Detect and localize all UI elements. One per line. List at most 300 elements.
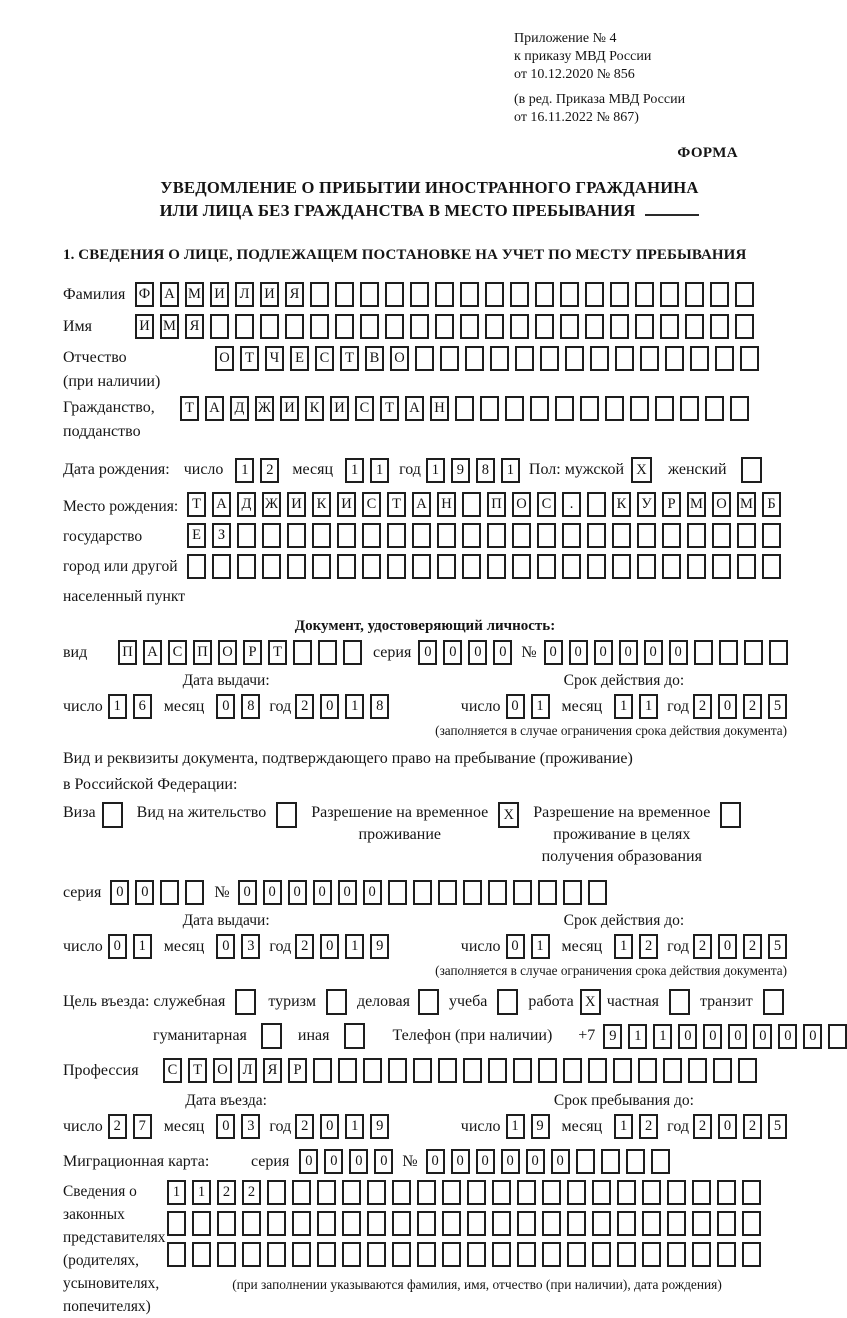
char-cell[interactable] [576, 1149, 595, 1174]
char-cell[interactable]: Т [268, 640, 287, 665]
char-cell[interactable] [435, 282, 454, 307]
char-cell[interactable]: А [405, 396, 424, 421]
char-cell[interactable]: М [687, 492, 706, 517]
char-cell[interactable] [712, 523, 731, 548]
char-cell[interactable]: 0 [619, 640, 638, 665]
char-cell[interactable] [562, 554, 581, 579]
char-cell[interactable] [742, 1180, 761, 1205]
char-cell[interactable] [490, 346, 509, 371]
char-cell[interactable] [713, 1058, 732, 1083]
char-cell[interactable] [167, 1242, 186, 1267]
char-cell[interactable]: 1 [531, 934, 550, 959]
char-cell[interactable] [513, 880, 532, 905]
char-cell[interactable] [437, 523, 456, 548]
char-cell[interactable] [438, 1058, 457, 1083]
char-cell[interactable] [769, 640, 788, 665]
char-cell[interactable]: 0 [313, 880, 332, 905]
char-cell[interactable]: Д [230, 396, 249, 421]
char-cell[interactable] [442, 1242, 461, 1267]
char-cell[interactable] [510, 282, 529, 307]
char-cell[interactable]: 3 [241, 1114, 260, 1139]
char-cell[interactable] [192, 1242, 211, 1267]
char-cell[interactable]: Р [243, 640, 262, 665]
char-cell[interactable]: 1 [614, 934, 633, 959]
char-cell[interactable]: 1 [235, 458, 254, 483]
char-cell[interactable] [417, 1180, 436, 1205]
char-cell[interactable]: С [163, 1058, 182, 1083]
char-cell[interactable]: К [305, 396, 324, 421]
char-cell[interactable] [537, 554, 556, 579]
char-cell[interactable] [343, 640, 362, 665]
char-cell[interactable]: 0 [338, 880, 357, 905]
char-cell[interactable] [651, 1149, 670, 1174]
char-cell[interactable]: 1 [108, 694, 127, 719]
char-cell[interactable]: 2 [295, 1114, 314, 1139]
char-cell[interactable] [630, 396, 649, 421]
char-cell[interactable]: 9 [603, 1024, 622, 1049]
male-checkbox[interactable]: X [631, 457, 652, 483]
char-cell[interactable] [610, 314, 629, 339]
char-cell[interactable]: 1 [345, 458, 364, 483]
char-cell[interactable] [567, 1242, 586, 1267]
char-cell[interactable] [337, 523, 356, 548]
char-cell[interactable]: 2 [693, 934, 712, 959]
char-cell[interactable]: 0 [299, 1149, 318, 1174]
char-cell[interactable] [540, 346, 559, 371]
char-cell[interactable]: 1 [192, 1180, 211, 1205]
char-cell[interactable] [542, 1211, 561, 1236]
char-cell[interactable]: И [287, 492, 306, 517]
char-cell[interactable]: 2 [743, 934, 762, 959]
char-cell[interactable]: Я [285, 282, 304, 307]
char-cell[interactable]: Б [762, 492, 781, 517]
char-cell[interactable]: 3 [241, 934, 260, 959]
char-cell[interactable] [313, 1058, 332, 1083]
char-cell[interactable]: Е [187, 523, 206, 548]
char-cell[interactable] [335, 282, 354, 307]
char-cell[interactable]: 9 [451, 458, 470, 483]
char-cell[interactable] [719, 640, 738, 665]
char-cell[interactable]: 0 [669, 640, 688, 665]
char-cell[interactable] [537, 523, 556, 548]
char-cell[interactable] [687, 523, 706, 548]
char-cell[interactable] [512, 554, 531, 579]
char-cell[interactable] [737, 523, 756, 548]
char-cell[interactable] [413, 1058, 432, 1083]
char-cell[interactable]: 0 [551, 1149, 570, 1174]
char-cell[interactable] [744, 640, 763, 665]
char-cell[interactable] [555, 396, 574, 421]
char-cell[interactable] [463, 1058, 482, 1083]
char-cell[interactable]: 2 [693, 694, 712, 719]
char-cell[interactable]: 1 [370, 458, 389, 483]
char-cell[interactable]: 2 [295, 694, 314, 719]
purpose-other-checkbox[interactable] [344, 1023, 365, 1049]
temp-residence-checkbox[interactable]: X [498, 802, 519, 828]
char-cell[interactable]: 1 [345, 694, 364, 719]
char-cell[interactable]: 2 [743, 1114, 762, 1139]
purpose-official-checkbox[interactable] [235, 989, 256, 1015]
char-cell[interactable] [530, 396, 549, 421]
char-cell[interactable]: 0 [363, 880, 382, 905]
char-cell[interactable] [360, 282, 379, 307]
char-cell[interactable] [637, 554, 656, 579]
char-cell[interactable] [455, 396, 474, 421]
char-cell[interactable] [388, 1058, 407, 1083]
char-cell[interactable] [262, 523, 281, 548]
char-cell[interactable] [587, 492, 606, 517]
char-cell[interactable] [662, 554, 681, 579]
char-cell[interactable] [242, 1242, 261, 1267]
char-cell[interactable]: 0 [493, 640, 512, 665]
char-cell[interactable]: О [512, 492, 531, 517]
char-cell[interactable] [442, 1211, 461, 1236]
char-cell[interactable] [562, 523, 581, 548]
char-cell[interactable]: М [737, 492, 756, 517]
char-cell[interactable] [462, 554, 481, 579]
char-cell[interactable]: 2 [260, 458, 279, 483]
char-cell[interactable]: 0 [644, 640, 663, 665]
char-cell[interactable]: Т [387, 492, 406, 517]
char-cell[interactable]: 9 [370, 1114, 389, 1139]
char-cell[interactable] [667, 1180, 686, 1205]
char-cell[interactable]: 6 [133, 694, 152, 719]
char-cell[interactable]: 0 [468, 640, 487, 665]
char-cell[interactable]: П [193, 640, 212, 665]
char-cell[interactable] [237, 554, 256, 579]
char-cell[interactable]: 0 [216, 1114, 235, 1139]
char-cell[interactable]: П [487, 492, 506, 517]
char-cell[interactable]: У [637, 492, 656, 517]
char-cell[interactable]: 1 [614, 1114, 633, 1139]
char-cell[interactable] [642, 1211, 661, 1236]
char-cell[interactable] [742, 1211, 761, 1236]
char-cell[interactable]: 2 [639, 1114, 658, 1139]
char-cell[interactable] [612, 523, 631, 548]
char-cell[interactable] [828, 1024, 847, 1049]
char-cell[interactable] [680, 396, 699, 421]
char-cell[interactable]: 0 [476, 1149, 495, 1174]
char-cell[interactable]: 0 [753, 1024, 772, 1049]
char-cell[interactable]: 1 [531, 694, 550, 719]
char-cell[interactable] [660, 282, 679, 307]
char-cell[interactable] [585, 282, 604, 307]
char-cell[interactable] [712, 554, 731, 579]
char-cell[interactable] [392, 1242, 411, 1267]
char-cell[interactable]: Я [185, 314, 204, 339]
char-cell[interactable] [730, 396, 749, 421]
char-cell[interactable] [710, 282, 729, 307]
char-cell[interactable] [385, 282, 404, 307]
char-cell[interactable] [762, 554, 781, 579]
char-cell[interactable]: . [562, 492, 581, 517]
char-cell[interactable] [387, 554, 406, 579]
char-cell[interactable]: О [712, 492, 731, 517]
char-cell[interactable] [212, 554, 231, 579]
char-cell[interactable] [592, 1242, 611, 1267]
char-cell[interactable] [687, 554, 706, 579]
char-cell[interactable] [667, 1242, 686, 1267]
char-cell[interactable] [513, 1058, 532, 1083]
char-cell[interactable] [412, 523, 431, 548]
char-cell[interactable] [587, 523, 606, 548]
char-cell[interactable]: М [160, 314, 179, 339]
char-cell[interactable] [517, 1180, 536, 1205]
char-cell[interactable] [567, 1211, 586, 1236]
char-cell[interactable] [385, 314, 404, 339]
char-cell[interactable] [488, 1058, 507, 1083]
char-cell[interactable] [460, 282, 479, 307]
purpose-private-checkbox[interactable] [669, 989, 690, 1015]
char-cell[interactable]: Т [187, 492, 206, 517]
char-cell[interactable] [517, 1242, 536, 1267]
char-cell[interactable] [638, 1058, 657, 1083]
char-cell[interactable]: Р [662, 492, 681, 517]
purpose-humanitarian-checkbox[interactable] [261, 1023, 282, 1049]
char-cell[interactable]: 0 [526, 1149, 545, 1174]
char-cell[interactable] [467, 1211, 486, 1236]
char-cell[interactable]: Л [235, 282, 254, 307]
char-cell[interactable] [310, 282, 329, 307]
char-cell[interactable] [312, 554, 331, 579]
char-cell[interactable] [635, 314, 654, 339]
char-cell[interactable]: А [143, 640, 162, 665]
char-cell[interactable]: 0 [349, 1149, 368, 1174]
char-cell[interactable]: 1 [506, 1114, 525, 1139]
char-cell[interactable]: 7 [133, 1114, 152, 1139]
char-cell[interactable]: О [215, 346, 234, 371]
char-cell[interactable] [462, 492, 481, 517]
char-cell[interactable] [735, 282, 754, 307]
char-cell[interactable] [512, 523, 531, 548]
char-cell[interactable] [367, 1180, 386, 1205]
char-cell[interactable]: К [612, 492, 631, 517]
char-cell[interactable]: С [362, 492, 381, 517]
char-cell[interactable] [592, 1211, 611, 1236]
char-cell[interactable]: З [212, 523, 231, 548]
char-cell[interactable] [615, 346, 634, 371]
char-cell[interactable] [392, 1180, 411, 1205]
char-cell[interactable] [660, 314, 679, 339]
purpose-business-checkbox[interactable] [418, 989, 439, 1015]
char-cell[interactable] [293, 640, 312, 665]
char-cell[interactable] [412, 554, 431, 579]
char-cell[interactable]: 0 [718, 694, 737, 719]
char-cell[interactable]: А [412, 492, 431, 517]
char-cell[interactable]: 0 [451, 1149, 470, 1174]
char-cell[interactable] [663, 1058, 682, 1083]
char-cell[interactable] [612, 554, 631, 579]
char-cell[interactable]: С [355, 396, 374, 421]
char-cell[interactable] [492, 1180, 511, 1205]
char-cell[interactable] [762, 523, 781, 548]
char-cell[interactable] [567, 1180, 586, 1205]
char-cell[interactable]: А [212, 492, 231, 517]
char-cell[interactable]: Ч [265, 346, 284, 371]
char-cell[interactable] [292, 1211, 311, 1236]
char-cell[interactable] [717, 1211, 736, 1236]
char-cell[interactable] [467, 1242, 486, 1267]
char-cell[interactable]: 8 [370, 694, 389, 719]
char-cell[interactable] [588, 1058, 607, 1083]
char-cell[interactable] [738, 1058, 757, 1083]
char-cell[interactable] [460, 314, 479, 339]
char-cell[interactable] [360, 314, 379, 339]
char-cell[interactable]: А [205, 396, 224, 421]
char-cell[interactable] [237, 523, 256, 548]
char-cell[interactable] [262, 554, 281, 579]
char-cell[interactable] [487, 554, 506, 579]
char-cell[interactable] [217, 1242, 236, 1267]
edu-residence-checkbox[interactable] [720, 802, 741, 828]
residence-permit-checkbox[interactable] [276, 802, 297, 828]
char-cell[interactable] [267, 1180, 286, 1205]
char-cell[interactable]: 0 [135, 880, 154, 905]
char-cell[interactable]: 5 [768, 1114, 787, 1139]
char-cell[interactable] [317, 1242, 336, 1267]
char-cell[interactable] [388, 880, 407, 905]
char-cell[interactable] [642, 1180, 661, 1205]
char-cell[interactable]: 1 [167, 1180, 186, 1205]
char-cell[interactable]: 1 [639, 694, 658, 719]
char-cell[interactable] [688, 1058, 707, 1083]
char-cell[interactable] [462, 523, 481, 548]
char-cell[interactable] [410, 282, 429, 307]
char-cell[interactable] [485, 314, 504, 339]
char-cell[interactable] [335, 314, 354, 339]
char-cell[interactable]: 0 [703, 1024, 722, 1049]
char-cell[interactable] [560, 282, 579, 307]
char-cell[interactable] [267, 1242, 286, 1267]
char-cell[interactable]: 0 [263, 880, 282, 905]
char-cell[interactable] [742, 1242, 761, 1267]
char-cell[interactable]: О [213, 1058, 232, 1083]
char-cell[interactable] [715, 346, 734, 371]
char-cell[interactable]: 9 [531, 1114, 550, 1139]
char-cell[interactable]: 0 [506, 934, 525, 959]
char-cell[interactable]: И [330, 396, 349, 421]
char-cell[interactable] [685, 314, 704, 339]
char-cell[interactable] [492, 1211, 511, 1236]
char-cell[interactable] [717, 1242, 736, 1267]
char-cell[interactable]: 0 [501, 1149, 520, 1174]
char-cell[interactable]: 0 [324, 1149, 343, 1174]
char-cell[interactable] [485, 282, 504, 307]
char-cell[interactable] [463, 880, 482, 905]
char-cell[interactable] [542, 1242, 561, 1267]
char-cell[interactable] [542, 1180, 561, 1205]
char-cell[interactable]: Ж [255, 396, 274, 421]
char-cell[interactable] [617, 1242, 636, 1267]
char-cell[interactable] [318, 640, 337, 665]
char-cell[interactable]: М [185, 282, 204, 307]
char-cell[interactable] [292, 1180, 311, 1205]
char-cell[interactable] [692, 1242, 711, 1267]
char-cell[interactable] [637, 523, 656, 548]
char-cell[interactable] [310, 314, 329, 339]
char-cell[interactable]: В [365, 346, 384, 371]
char-cell[interactable] [160, 880, 179, 905]
char-cell[interactable] [287, 523, 306, 548]
char-cell[interactable] [392, 1211, 411, 1236]
char-cell[interactable]: Т [188, 1058, 207, 1083]
char-cell[interactable]: Ф [135, 282, 154, 307]
char-cell[interactable] [312, 523, 331, 548]
char-cell[interactable]: 1 [653, 1024, 672, 1049]
char-cell[interactable] [337, 554, 356, 579]
char-cell[interactable]: 0 [320, 1114, 339, 1139]
char-cell[interactable]: 0 [506, 694, 525, 719]
char-cell[interactable] [387, 523, 406, 548]
char-cell[interactable]: 0 [418, 640, 437, 665]
char-cell[interactable] [492, 1242, 511, 1267]
char-cell[interactable]: 2 [743, 694, 762, 719]
char-cell[interactable]: 8 [241, 694, 260, 719]
char-cell[interactable] [737, 554, 756, 579]
char-cell[interactable] [442, 1180, 461, 1205]
char-cell[interactable]: 1 [628, 1024, 647, 1049]
char-cell[interactable] [563, 1058, 582, 1083]
char-cell[interactable]: 0 [320, 934, 339, 959]
char-cell[interactable]: 0 [778, 1024, 797, 1049]
char-cell[interactable] [605, 396, 624, 421]
char-cell[interactable]: П [118, 640, 137, 665]
char-cell[interactable] [317, 1180, 336, 1205]
char-cell[interactable]: 0 [718, 934, 737, 959]
char-cell[interactable]: Д [237, 492, 256, 517]
char-cell[interactable]: 0 [374, 1149, 393, 1174]
char-cell[interactable]: О [390, 346, 409, 371]
char-cell[interactable] [488, 880, 507, 905]
char-cell[interactable]: 0 [216, 934, 235, 959]
char-cell[interactable] [413, 880, 432, 905]
char-cell[interactable] [437, 554, 456, 579]
char-cell[interactable]: 0 [216, 694, 235, 719]
char-cell[interactable] [717, 1180, 736, 1205]
char-cell[interactable]: Я [263, 1058, 282, 1083]
char-cell[interactable] [535, 282, 554, 307]
char-cell[interactable] [665, 346, 684, 371]
char-cell[interactable] [580, 396, 599, 421]
char-cell[interactable]: 8 [476, 458, 495, 483]
char-cell[interactable] [538, 880, 557, 905]
char-cell[interactable] [285, 314, 304, 339]
char-cell[interactable]: 9 [370, 934, 389, 959]
char-cell[interactable] [185, 880, 204, 905]
char-cell[interactable]: С [537, 492, 556, 517]
char-cell[interactable]: 0 [426, 1149, 445, 1174]
char-cell[interactable] [410, 314, 429, 339]
char-cell[interactable] [510, 314, 529, 339]
char-cell[interactable] [467, 1180, 486, 1205]
char-cell[interactable]: 2 [242, 1180, 261, 1205]
char-cell[interactable]: 0 [110, 880, 129, 905]
char-cell[interactable]: 2 [295, 934, 314, 959]
char-cell[interactable] [655, 396, 674, 421]
char-cell[interactable] [317, 1211, 336, 1236]
char-cell[interactable] [617, 1180, 636, 1205]
char-cell[interactable]: И [135, 314, 154, 339]
char-cell[interactable] [662, 523, 681, 548]
char-cell[interactable]: 2 [639, 934, 658, 959]
visa-checkbox[interactable] [102, 802, 123, 828]
char-cell[interactable] [465, 346, 484, 371]
char-cell[interactable]: И [260, 282, 279, 307]
char-cell[interactable] [585, 314, 604, 339]
char-cell[interactable] [694, 640, 713, 665]
char-cell[interactable]: Л [238, 1058, 257, 1083]
char-cell[interactable] [563, 880, 582, 905]
